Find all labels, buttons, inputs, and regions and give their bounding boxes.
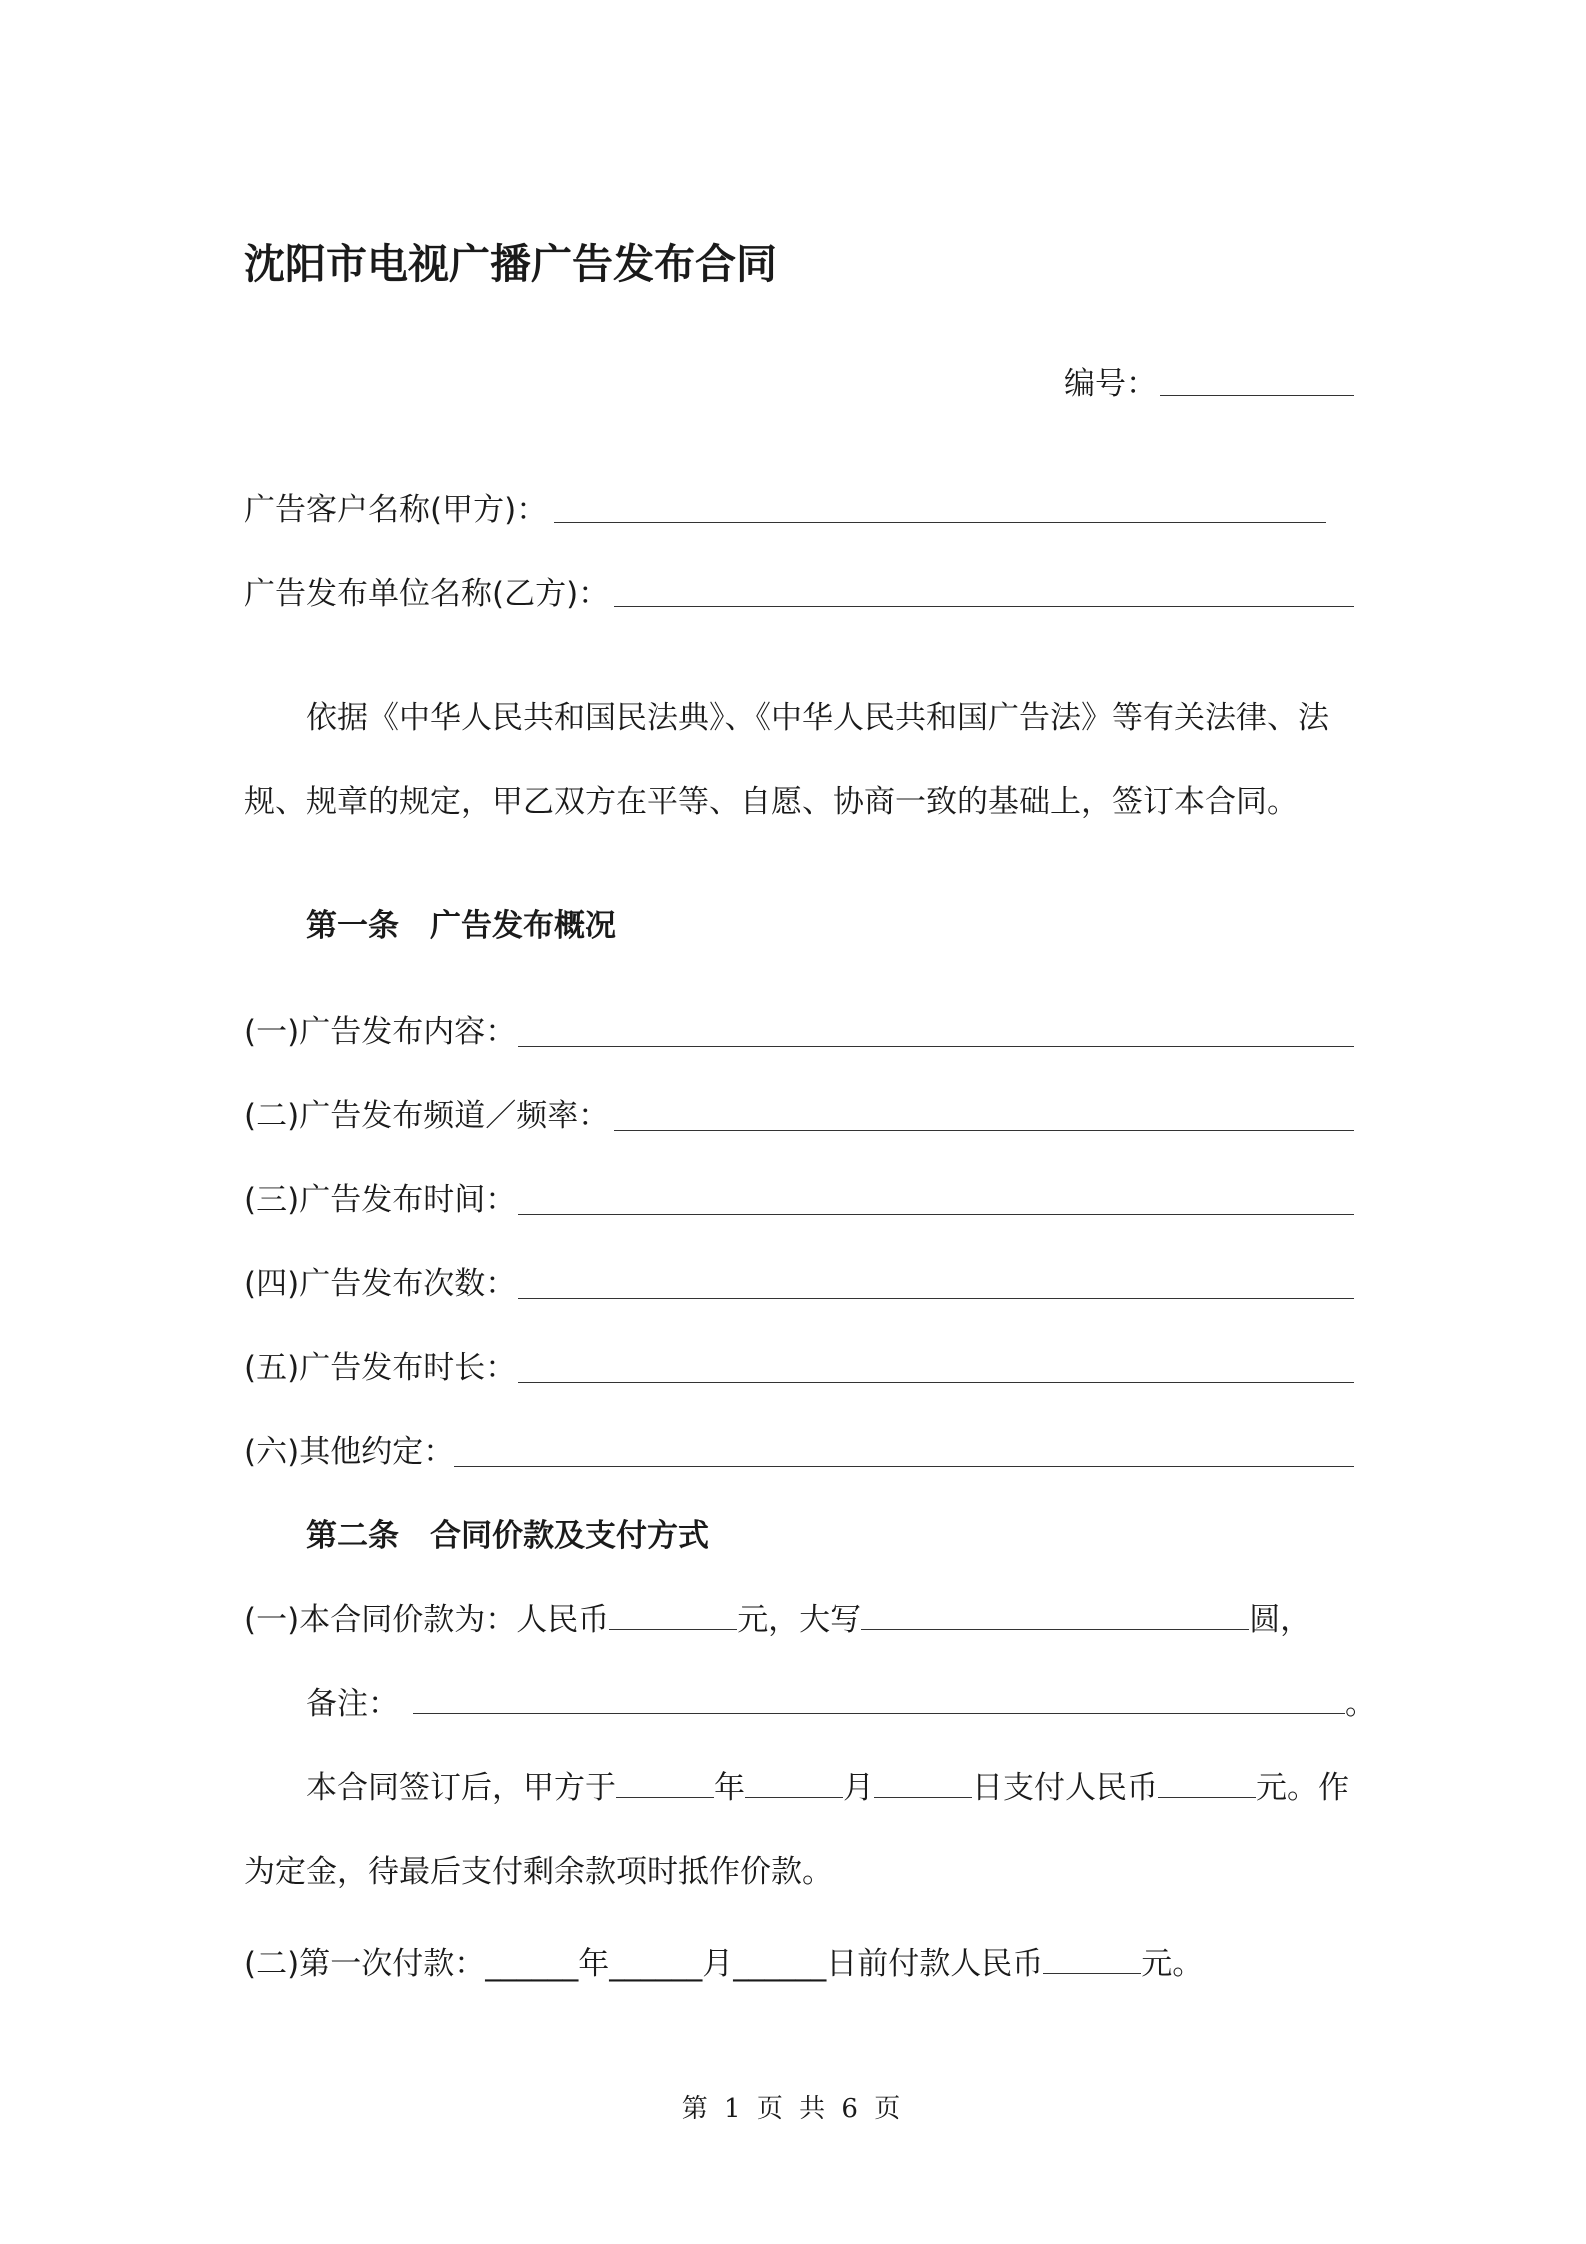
article-1-heading: 第一条 广告发布概况 xyxy=(306,908,616,944)
first-payment-year-field[interactable]: ______ xyxy=(485,1946,579,1982)
price-amount-field[interactable] xyxy=(609,1599,737,1630)
page-footer: 第 1 页 共 6 页 xyxy=(681,2094,905,2124)
deposit-line-2: 为定金，待最后支付剩余款项时抵作价款。 xyxy=(244,1854,833,1890)
price-prefix: (一)本合同价款为：人民币 xyxy=(244,1602,610,1638)
price-yuan: 元，大写 xyxy=(737,1602,862,1638)
article-2-heading: 第二条 合同价款及支付方式 xyxy=(306,1518,709,1554)
deposit-month: 月 xyxy=(843,1770,874,1806)
item-other-field[interactable] xyxy=(454,1466,1354,1467)
deposit-amount-field[interactable] xyxy=(1158,1767,1256,1798)
item-other-label: (六)其他约定： xyxy=(244,1434,455,1470)
party-a-label: 广告客户名称(甲方)： xyxy=(244,492,548,528)
first-payment-day-field[interactable]: ______ xyxy=(733,1946,827,1982)
remark-end: 。 xyxy=(1345,1686,1376,1722)
deposit-day-field[interactable] xyxy=(874,1767,972,1798)
party-b-field[interactable] xyxy=(614,606,1354,607)
document-title: 沈阳市电视广播广告发布合同 xyxy=(244,240,777,288)
serial-field[interactable] xyxy=(1160,395,1354,396)
deposit-year: 年 xyxy=(714,1770,745,1806)
item-time-label: (三)广告发布时间： xyxy=(244,1182,517,1218)
party-b-label: 广告发布单位名称(乙方)： xyxy=(244,576,610,612)
intro-line-2: 规、规章的规定，甲乙双方在平等、自愿、协商一致的基础上，签订本合同。 xyxy=(244,784,1298,820)
party-a-field[interactable] xyxy=(554,522,1326,523)
deposit-prefix: 本合同签订后，甲方于 xyxy=(306,1770,616,1806)
deposit-month-field[interactable] xyxy=(745,1767,843,1798)
intro-line-1: 依据《中华人民共和国民法典》、《中华人民共和国广告法》等有关法律、法 xyxy=(306,700,1329,736)
item-duration-label: (五)广告发布时长： xyxy=(244,1350,517,1386)
item-content-field[interactable] xyxy=(518,1046,1354,1047)
item-duration-field[interactable] xyxy=(518,1382,1354,1383)
item-time-field[interactable] xyxy=(518,1214,1354,1215)
deposit-day-pay: 日支付人民币 xyxy=(972,1770,1158,1806)
serial-label: 编号： xyxy=(1064,366,1157,402)
first-payment-day-pay: 日前付款人民币 xyxy=(826,1946,1044,1982)
price-yuan-big: 圆， xyxy=(1249,1602,1312,1638)
remark-field[interactable] xyxy=(413,1683,1345,1714)
first-payment-month: 月 xyxy=(702,1946,734,1982)
deposit-yuan-end: 元。作 xyxy=(1256,1770,1349,1806)
item-content-label: (一)广告发布内容： xyxy=(244,1014,517,1050)
first-payment-prefix: (二)第一次付款： xyxy=(244,1946,486,1982)
price-capital-field[interactable] xyxy=(861,1599,1249,1630)
first-payment-month-field[interactable]: ______ xyxy=(609,1946,703,1982)
deposit-line xyxy=(306,1766,1349,1810)
first-payment-yuan-end: 元。 xyxy=(1141,1946,1204,1982)
remark-label: 备注： xyxy=(306,1686,399,1722)
item-channel-label: (二)广告发布频道／频率： xyxy=(244,1098,610,1134)
first-payment-amount-field[interactable] xyxy=(1043,1943,1141,1974)
first-payment-year: 年 xyxy=(578,1946,610,1982)
price-line xyxy=(244,1598,1311,1642)
item-count-label: (四)广告发布次数： xyxy=(244,1266,517,1302)
deposit-year-field[interactable] xyxy=(616,1767,714,1798)
remark-line xyxy=(306,1682,1376,1726)
item-channel-field[interactable] xyxy=(614,1130,1354,1131)
item-count-field[interactable] xyxy=(518,1298,1354,1299)
first-payment-line xyxy=(244,1942,1203,1986)
